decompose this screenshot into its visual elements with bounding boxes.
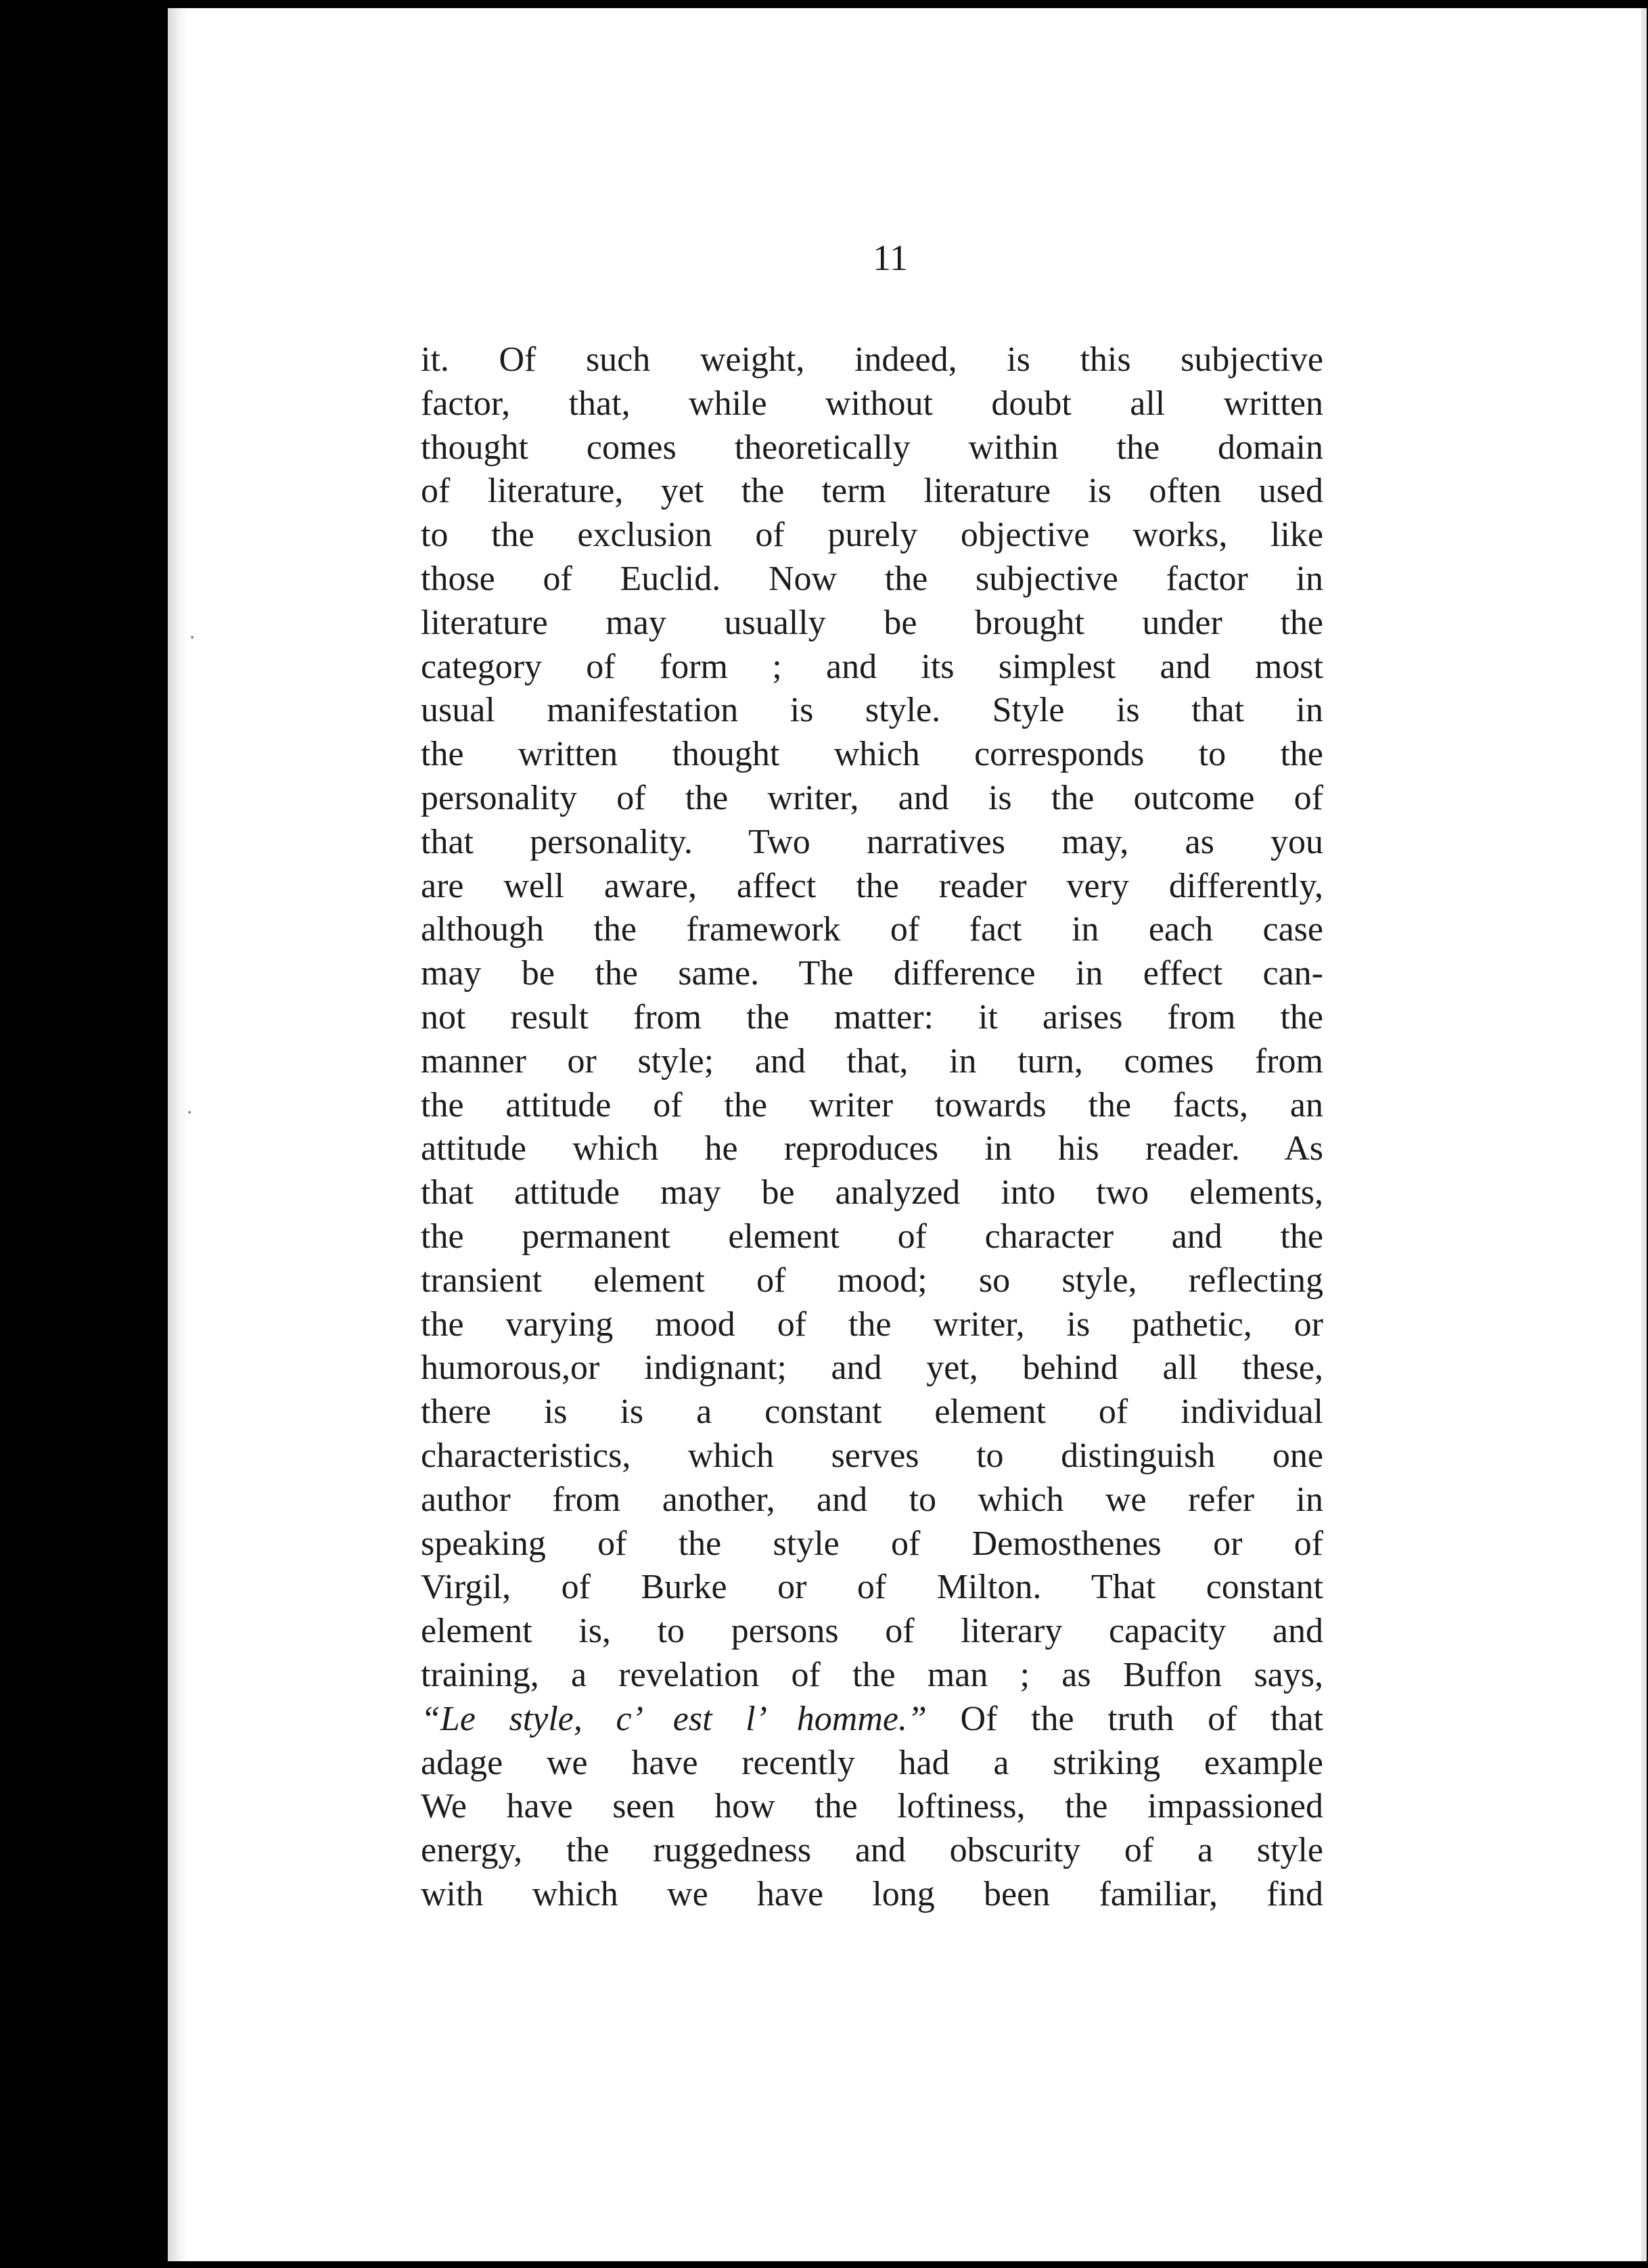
quote-line [421, 1698, 1323, 1742]
text-line: although the framework of fact in each case [421, 910, 1323, 949]
text-line: may be the same. The difference in effect can- [421, 954, 1323, 993]
text-line: adage we have recently had a striking example [421, 1743, 1323, 1782]
text-line: We have seen how the loftiness, the impassioned [421, 1787, 1323, 1826]
text-line: there is is a constant element of individual [421, 1392, 1323, 1432]
text-line: literature may usually be brought under the [421, 603, 1323, 642]
text-line: speaking of the style of Demosthenes or of [421, 1524, 1323, 1563]
text-line: it. Of such weight, indeed, is this subjective [421, 340, 1323, 379]
text-line: humorous,or indignant; and yet, behind all these, [421, 1348, 1323, 1388]
text-line: usual manifestation is style. Style is that in [421, 691, 1323, 730]
page-right-edge [1641, 8, 1647, 2261]
text-line: of literature, yet the term literature is often used [421, 472, 1323, 511]
text-line: author from another, and to which we refer in [421, 1480, 1323, 1519]
book-page [168, 8, 1647, 2261]
text-line: the permanent element of character and the [421, 1217, 1323, 1256]
text-line: attitude which he reproduces in his reader. As [421, 1129, 1323, 1169]
text-line: energy, the ruggedness and obscurity of a style [421, 1831, 1323, 1870]
text-line: the varying mood of the writer, is pathetic, or [421, 1305, 1323, 1344]
page-number: 11 [873, 237, 908, 278]
text-line: that personality. Two narratives may, as you [421, 822, 1323, 861]
text-line: thought comes theoretically within the domain [421, 428, 1323, 467]
text-line: the attitude of the writer towards the facts, an [421, 1085, 1323, 1125]
text-line: element is, to persons of literary capacity and [421, 1612, 1323, 1651]
text-line: not result from the matter: it arises from the [421, 997, 1323, 1037]
text-line: personality of the writer, and is the outcome of [421, 778, 1323, 817]
buffon-quote: “Le style, c’ est l’ homme.” [421, 1699, 927, 1738]
text-line: the written thought which corresponds to the [421, 735, 1323, 774]
text-line: to the exclusion of purely objective works, like [421, 516, 1323, 555]
text-line: factor, that, while without doubt all written [421, 384, 1323, 423]
text-line: manner or style; and that, in turn, comes from [421, 1041, 1323, 1081]
text-line: those of Euclid. Now the subjective factor in [421, 559, 1323, 598]
text-line: category of form ; and its simplest and most [421, 647, 1323, 686]
margin-speck: · [189, 628, 196, 648]
margin-speck: · [187, 1103, 193, 1123]
text-line: with which we have long been familiar, find [421, 1874, 1323, 1913]
page-gutter-shadow [168, 8, 188, 2261]
text-line: that attitude may be analyzed into two elements, [421, 1173, 1323, 1212]
text-line: Virgil, of Burke or of Milton. That constant [421, 1568, 1323, 1607]
quote-line-rest: Of the truth of that [926, 1699, 1323, 1738]
text-line: characteristics, which serves to distinguish one [421, 1436, 1323, 1475]
body-text [421, 338, 1323, 1917]
text-line: transient element of mood; so style, reflecting [421, 1261, 1323, 1300]
text-line: are well aware, affect the reader very differently, [421, 866, 1323, 905]
text-line: training, a revelation of the man ; as Buffon says, [421, 1655, 1323, 1694]
